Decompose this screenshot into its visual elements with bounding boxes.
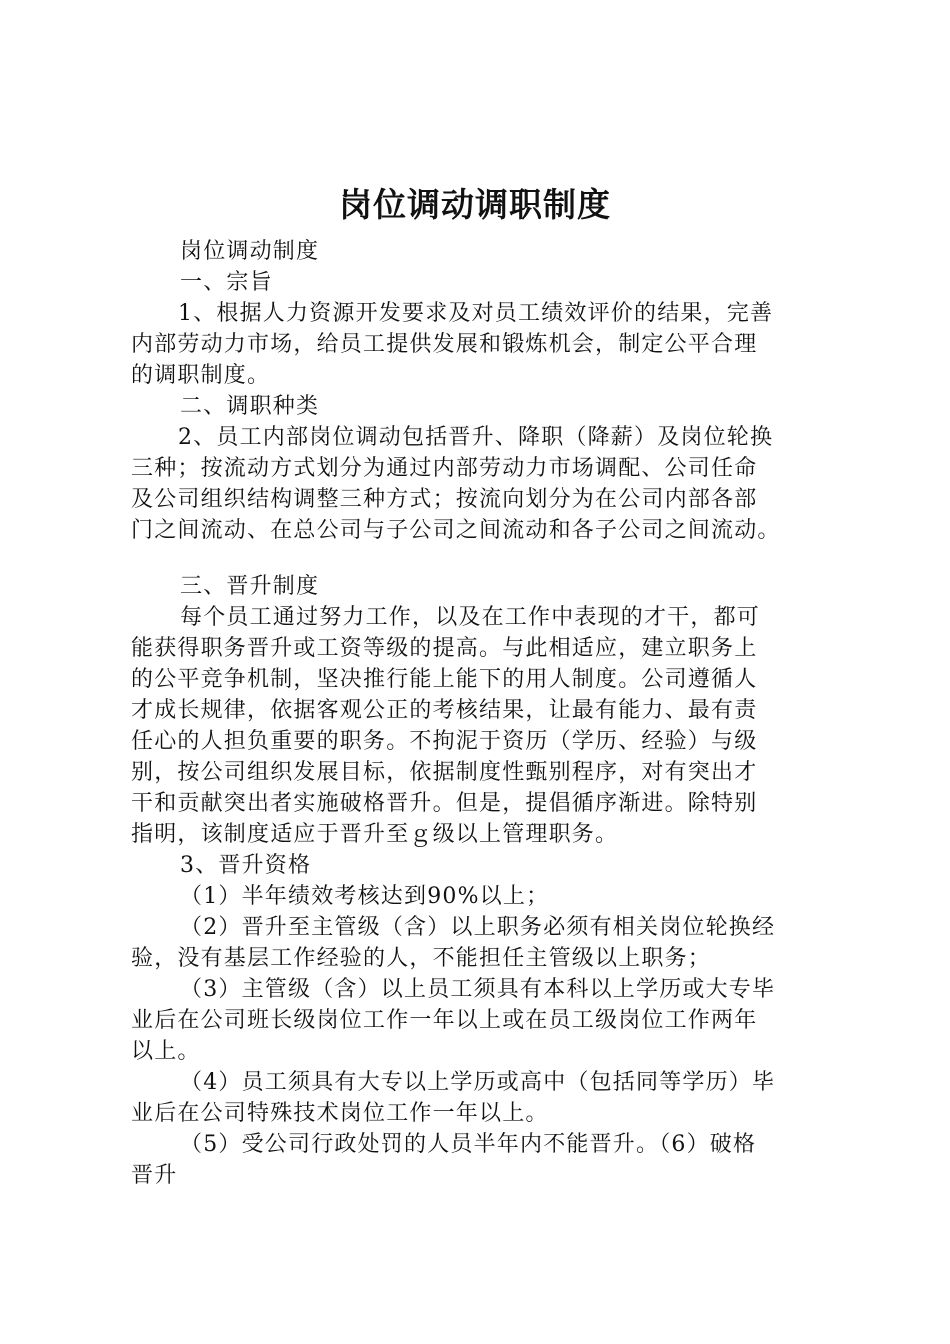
paragraph-line: 业后在公司特殊技术岗位工作一年以上。 [131, 1101, 549, 1126]
paragraph-line: 的公平竞争机制，坚决推行能上能下的用人制度。公司遵循人 [131, 667, 758, 692]
list-item: （5）受公司行政处罚的人员半年内不能晋升。（6）破格 [180, 1132, 757, 1157]
section-heading: 岗位调动制度 [180, 239, 320, 264]
paragraph-line: 晋升 [131, 1163, 178, 1188]
list-item: （1）半年绩效考核达到90%以上； [180, 884, 550, 909]
section-heading: 三、晋升制度 [180, 574, 320, 599]
paragraph-line: 能获得职务晋升或工资等级的提高。与此相适应，建立职务上 [131, 636, 758, 661]
paragraph-line: 验，没有基层工作经验的人，不能担任主管级以上职务； [131, 946, 712, 971]
section-heading: 二、调职种类 [180, 394, 320, 419]
paragraph-line: 及公司组织结构调整三种方式；按流向划分为在公司内部各部 [131, 487, 758, 512]
section-heading: 一、宗旨 [180, 270, 273, 295]
paragraph-line: 任心的人担负重要的职务。不拘泥于资历（学历、经验）与级 [131, 729, 758, 754]
paragraph-line: 门之间流动、在总公司与子公司之间流动和各子公司之间流动。 [131, 518, 781, 543]
paragraph-line: 别，按公司组织发展目标，依据制度性甄别程序，对有突出才 [131, 760, 758, 785]
paragraph-line: 指明，该制度适应于晋升至ｇ级以上管理职务。 [131, 822, 619, 847]
paragraph-line: 以上。 [131, 1039, 201, 1064]
section-heading: 3、晋升资格 [180, 853, 312, 878]
paragraph-line: 才成长规律，依据客观公正的考核结果，让最有能力、最有责 [131, 698, 758, 723]
list-item: （2）晋升至主管级（含）以上职务必须有相关岗位轮换经 [180, 915, 776, 940]
paragraph-line: 每个员工通过努力工作，以及在工作中表现的才干，都可 [180, 605, 761, 630]
paragraph-line: 1、根据人力资源开发要求及对员工绩效评价的结果，完善 [178, 301, 774, 326]
paragraph-line: 的调职制度。 [131, 363, 271, 388]
paragraph-line: 内部劳动力市场，给员工提供发展和锻炼机会，制定公平合理 [131, 332, 758, 357]
document-title: 岗位调动调职制度 [339, 185, 611, 224]
paragraph-line: 业后在公司班长级岗位工作一年以上或在员工级岗位工作两年 [131, 1008, 758, 1033]
paragraph-line: 2、员工内部岗位调动包括晋升、降职（降薪）及岗位轮换 [178, 425, 774, 450]
paragraph-line: 干和贡献突出者实施破格晋升。但是，提倡循序渐进。除特别 [131, 791, 758, 816]
list-item: （4）员工须具有大专以上学历或高中（包括同等学历）毕 [180, 1070, 776, 1095]
list-item: （3）主管级（含）以上员工须具有本科以上学历或大专毕 [180, 977, 776, 1002]
paragraph-line: 三种；按流动方式划分为通过内部劳动力市场调配、公司任命 [131, 456, 758, 481]
